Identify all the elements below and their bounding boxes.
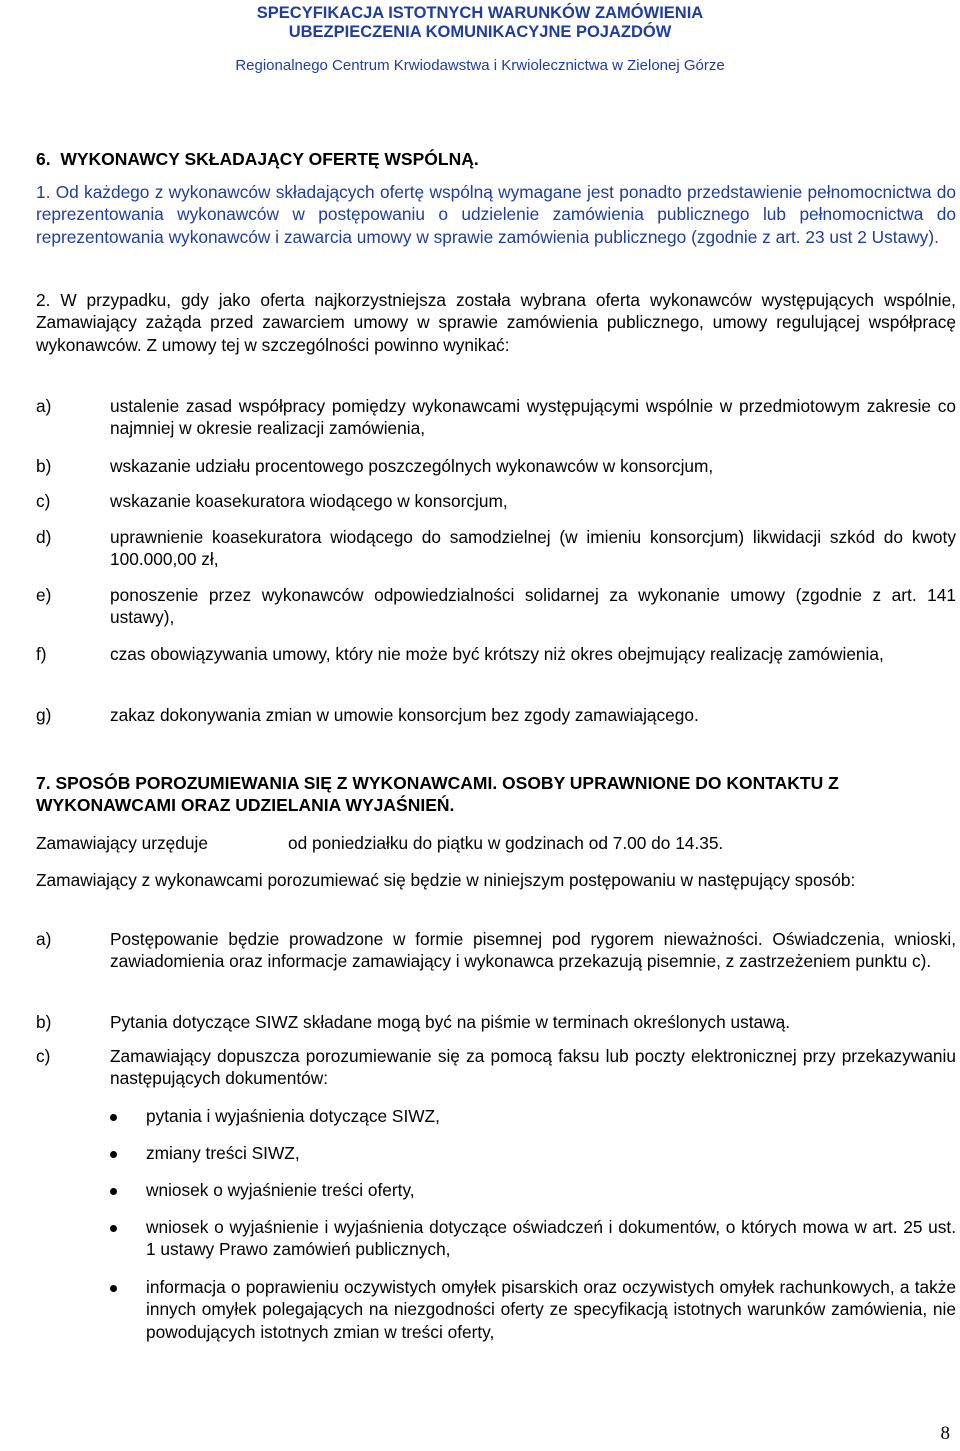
bullet-text: wniosek o wyjaśnienie i wyjaśnienia dotyczące oświadczeń i dokumentów, o których mowa w art. 25 ust. 1 ustawy Prawo zamówień publicznych, <box>146 1217 956 1260</box>
list-item-label: c) <box>36 1046 51 1066</box>
document-header <box>0 4 960 74</box>
list-item-label: a) <box>36 929 52 949</box>
bullet-text: informacja o poprawieniu oczywistych omyłek pisarskich oraz oczywistych omyłek rachunkowych, a także innych omyłek polegających na niezgodności oferty ze specyfikacją istotnych warunków zamówienia, nie powodujących istotnych zmian w treści oferty, <box>146 1277 956 1342</box>
page-number: 8 <box>940 1423 950 1444</box>
bullet-icon <box>110 1225 117 1232</box>
list-item-text: wskazanie udziału procentowego poszczególnych wykonawców w konsorcjum, <box>110 456 714 476</box>
bullet-icon <box>110 1114 117 1121</box>
list-item-text: Zamawiający dopuszcza porozumiewanie się za pomocą faksu lub poczty elektronicznej przy przekazywaniu następujących dokumentów: <box>110 1046 956 1089</box>
bullet-text: zmiany treści SIWZ, <box>146 1143 300 1163</box>
list-item-label: g) <box>36 705 52 725</box>
bullet-icon <box>110 1151 117 1158</box>
section-6-heading: 6. WYKONAWCY SKŁADAJĄCY OFERTĘ WSPÓLNĄ. <box>36 149 479 169</box>
header-institution: Regionalnego Centrum Krwiodawstwa i Krwiolecznictwa w Zielonej Górze <box>235 57 725 74</box>
list-item-label: b) <box>36 1012 52 1032</box>
section-7-heading: 7. SPOSÓB POROZUMIEWANIA SIĘ Z WYKONAWCAMI. OSOBY UPRAWNIONE DO KONTAKTU Z WYKONAWCAMI ORAZ UDZIELANIA WYJAŚNIEŃ. <box>36 773 839 815</box>
list-item-label: d) <box>36 527 52 547</box>
list-item-label: f) <box>36 644 47 664</box>
list-item-text: Pytania dotyczące SIWZ składane mogą być na piśmie w terminach określonych ustawą. <box>110 1012 791 1032</box>
list-item-text: zakaz dokonywania zmian w umowie konsorcjum bez zgody zamawiającego. <box>110 705 699 725</box>
bullet-icon <box>110 1188 117 1195</box>
bullet-text: wniosek o wyjaśnienie treści oferty, <box>146 1180 415 1200</box>
header-title-line2: UBEZPIECZENIA KOMUNIKACYJNE POJAZDÓW <box>288 23 672 41</box>
bullet-text: pytania i wyjaśnienia dotyczące SIWZ, <box>146 1106 440 1126</box>
list-item-text: czas obowiązywania umowy, który nie może być krótszy niż okres obejmujący realizację zamówienia, <box>110 644 884 664</box>
list-item-text: uprawnienie koasekuratora wiodącego do samodzielnej (w imieniu konsorcjum) likwidacji szkód do kwoty 100.000,00 zł, <box>110 527 956 570</box>
header-title-line1: SPECYFIKACJA ISTOTNYCH WARUNKÓW ZAMÓWIENIA <box>256 4 704 22</box>
list-item-text: wskazanie koasekuratora wiodącego w konsorcjum, <box>110 491 508 511</box>
list-item-label: a) <box>36 396 52 416</box>
bullet-icon <box>110 1285 117 1292</box>
office-hours-value: od poniedziałku do piątku w godzinach od 7.00 do 14.35. <box>288 833 724 853</box>
list-item-text: ustalenie zasad współpracy pomiędzy wykonawcami występującymi wspólnie w przedmiotowym zakresie co najmniej w okresie realizacji zamówienia, <box>110 396 956 439</box>
section-6-paragraph-2: 2. W przypadku, gdy jako oferta najkorzystniejsza została wybrana oferta wykonawców występujących wspólnie, Zamawiający zażąda przed zawarciem umowy w sprawie zamówienia publicznego, umowy regulującej współpracę wykonawców. Z umowy tej w szczególności powinno wynikać: <box>36 290 956 355</box>
section-7-intro: Zamawiający z wykonawcami porozumiewać się będzie w niniejszym postępowaniu w następujący sposób: <box>36 870 856 890</box>
section-6-paragraph-1: 1. Od każdego z wykonawców składających ofertę wspólną wymagane jest ponadto przedstawienie pełnomocnictwa do reprezentowania wykonawców w postępowaniu o udzielenie zamówienia publicznego lub pełnomocnictwa do reprezentowania wykonawców i zawarcia umowy w sprawie zamówienia publicznego (zgodnie z art. 23 ust 2 Ustawy). <box>36 182 956 247</box>
list-item-label: e) <box>36 585 52 605</box>
office-hours-label: Zamawiający urzęduje <box>36 833 208 853</box>
list-item-text: Postępowanie będzie prowadzone w formie pisemnej pod rygorem nieważności. Oświadczenia, wnioski, zawiadomienia oraz informacje zamawiający i wykonawca przekazują pisemnie, z zastrzeżeniem punktu c). <box>110 929 956 972</box>
list-item-label: b) <box>36 456 52 476</box>
list-item-label: c) <box>36 491 51 511</box>
list-item-text: ponoszenie przez wykonawców odpowiedzialności solidarnej za wykonanie umowy (zgodnie z art. 141 ustawy), <box>110 585 956 628</box>
